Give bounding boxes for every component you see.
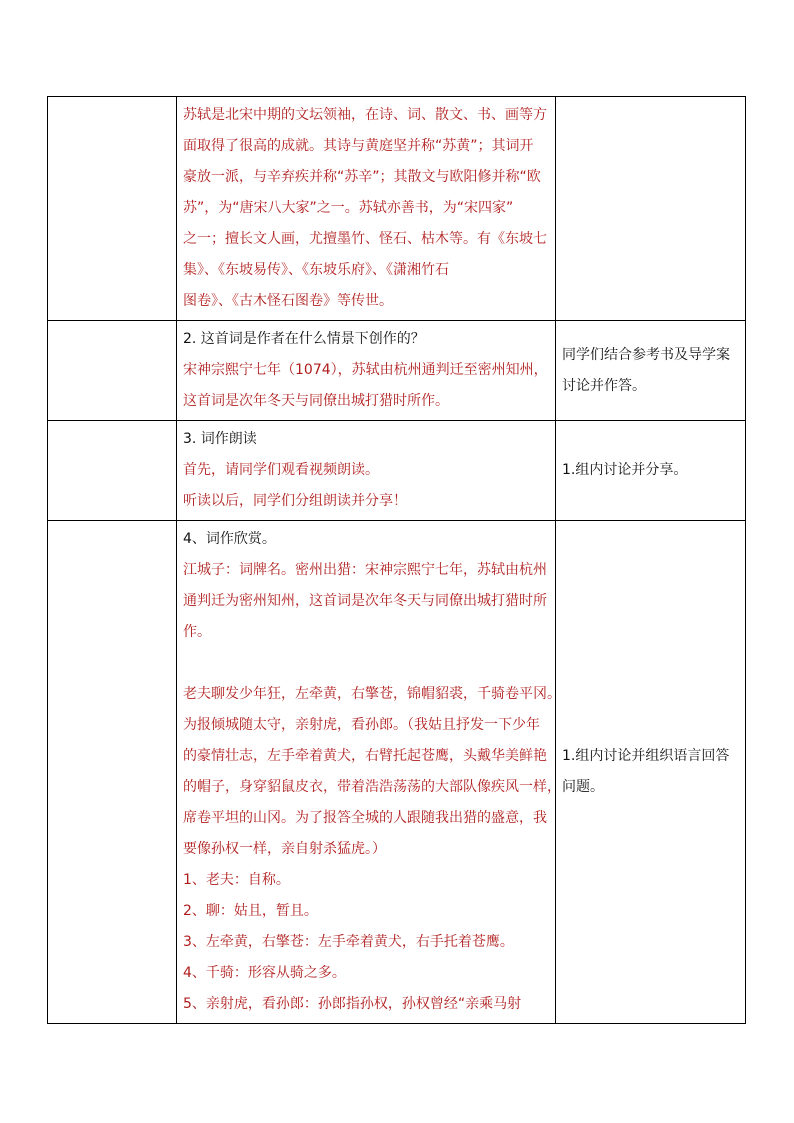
activity-cell xyxy=(556,421,746,521)
content-cell xyxy=(177,421,556,521)
activity-cell xyxy=(556,521,746,1024)
table-row xyxy=(48,321,746,421)
table-row xyxy=(48,421,746,521)
note-item: 1、老夫：自称。 xyxy=(183,872,290,888)
stage-cell xyxy=(48,521,177,1024)
note-item: 3、左牵黄，右擎苍：左手牵着黄犬，右手托着苍鹰。 xyxy=(183,934,514,950)
stage-cell xyxy=(48,321,177,421)
appreciation-section: 4、词作欣赏。 江城子：词牌名。密州出猎：宋神宗熙宁七年，苏轼由杭州 通判迁为密州知州，这首词是次年冬天与同僚出城打猎时所 作。 老夫聊发少年狂，左牵黄，右擎苍，锦帽貂裘，千骑卷平冈。 为报倾城随太守，亲射虎，看孙郎。（我姑且抒发一下少年 的豪情壮志，左手牵着黄犬，右臂托起苍鹰，头戴华美鲜艳 的帽子，身穿貂鼠皮衣，带着浩浩荡荡的大部队像疾风一样， 席卷平坦的山冈。为了报答全城的人跟随我出猎的盛意，我 要像孙权一样，亲自射杀猛虎。） 1、老夫：自称。 2、聊：姑且，暂且。 3、左牵黄，右擎苍：左手牵着黄犬，右手托着苍鹰。 4、千骑：形容从骑之多。 5、亲射虎，看孙郎：孙郎指孙权，孙权曾经“亲乘马射 xyxy=(177,521,555,1023)
student-activity-text: 同学们结合参考书及导学案 讨论并作答。 xyxy=(562,346,730,394)
background-question: 2. 这首词是作者在什么情景下创作的？ 宋神宗熙宁七年（1074），苏轼由杭州通判迁至密州知州， 这首词是次年冬天与同僚出城打猎时所作。 xyxy=(183,331,548,409)
blank-line xyxy=(183,648,550,679)
author-intro-text: 苏轼是北宋中期的文坛领袖，在诗、词、散文、书、画等方 面取得了很高的成就。其诗与黄庭坚并称“苏黄”；其词开 豪放一派，与辛弃疾并称“苏辛”；其散文与欧阳修并称“欧 苏”，为“唐宋八大家”之一。苏轼亦善书，为“宋四家” 之一；擅长文人画，尤擅墨竹、怪石、枯木等。有《东坡七 集》、《东坡易传》、《东坡乐府》、《潇湘竹石 图卷》、《古木怪石图卷》等传世。 xyxy=(183,107,547,309)
content-cell xyxy=(177,321,556,421)
content-cell xyxy=(177,97,556,321)
note-item: 4、千骑：形容从骑之多。 xyxy=(183,965,346,981)
stage-cell xyxy=(48,97,177,321)
lesson-plan-table xyxy=(47,96,746,1024)
student-activity-text: 1.组内讨论并组织语言回答 问题。 xyxy=(562,748,730,795)
note-item: 2、聊：姑且，暂且。 xyxy=(183,903,318,919)
activity-cell xyxy=(556,321,746,421)
activity-cell xyxy=(556,97,746,321)
content-cell xyxy=(177,521,561,1024)
stage-cell xyxy=(48,421,177,521)
student-activity-text: 1.组内讨论并分享。 xyxy=(562,462,688,478)
note-item: 5、亲射虎，看孙郎：孙郎指孙权，孙权曾经“亲乘马射 xyxy=(183,996,522,1012)
table-row xyxy=(48,521,746,1024)
table-row xyxy=(48,97,746,321)
reading-section: 3. 词作朗读 首先，请同学们观看视频朗读。 听读以后，同学们分组朗读并分享！ xyxy=(183,431,407,509)
